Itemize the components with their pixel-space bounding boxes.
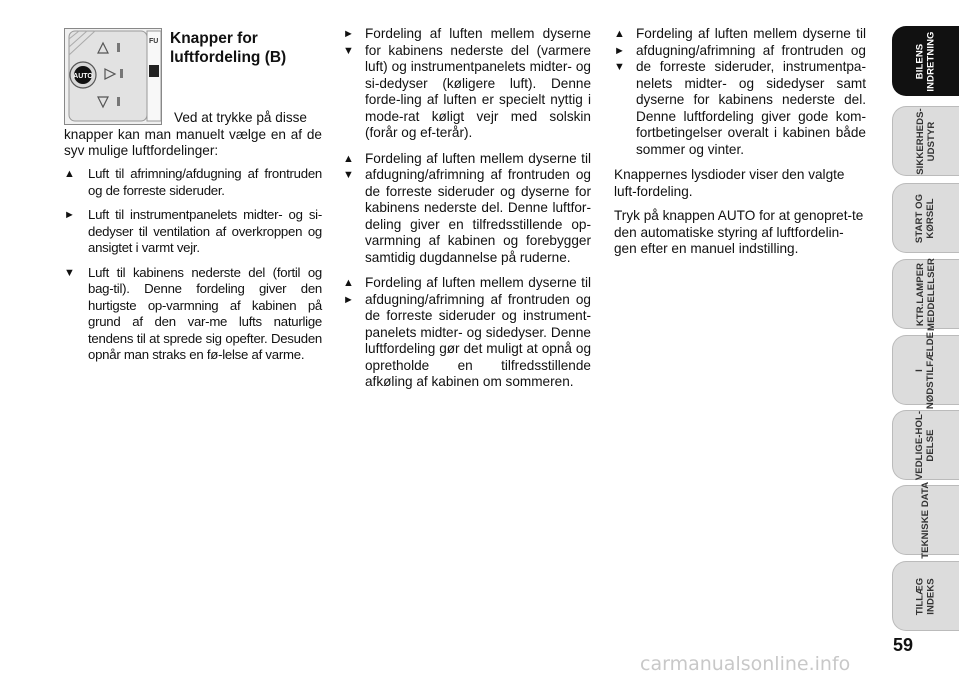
tab-nodstilfaelde[interactable] <box>892 331 959 409</box>
tab-label: TEKNISKE DATA <box>919 481 931 559</box>
tab-start-og-korsel[interactable] <box>892 183 959 253</box>
tab-label: BILENS INDRETNING <box>914 30 936 92</box>
tab-ktr-lamper[interactable] <box>892 259 959 329</box>
arrow-icons <box>343 151 365 267</box>
intro-first-line: Ved at trykke på disse <box>174 110 307 125</box>
tab-label: VEDLIGE-HOL- DELSE <box>914 410 937 480</box>
up-arrow-icon: ▲ <box>343 277 354 289</box>
tab-label: KTR.LAMPER MEDDELELSER <box>914 257 937 331</box>
list-item-text: Fordeling af luften mellem dyserne for kabinens nederste del (varmere luft) og instrumentpanelets midter- og si-dedyser (køligere luft). Denne forde-ling af luften er specielt nyttig i mode-rat køligt vejr med solskin (forår og ef-terår). <box>365 26 591 140</box>
list-item-text: Fordeling af luften mellem dyserne til afdugning/afrimning af frontruden og de forreste sideruder, instrumentpa-nelets midter- og sidedyser samt dyserne for kabinens nederste del. Denne luftfordeling giver gode kom-fortbetingelser overalt i kabinen både sommer og vinter. <box>636 26 866 157</box>
down-arrow-icon: ▼ <box>343 44 354 57</box>
list-item <box>64 207 322 257</box>
chapter-tabs <box>886 26 960 636</box>
arrow-icons <box>614 26 636 158</box>
intro-rest: knapper kan man manuelt vælge en af de syv mulige luftfordelinger: <box>64 126 322 158</box>
arrow-icons <box>343 26 365 142</box>
up-arrow-icon: ▲ <box>64 168 75 180</box>
right-arrow-icon: ► <box>64 209 75 221</box>
paragraph: Tryk på knappen AUTO for at genopret-te den automatiske styring af luftfordelin-gen efter en manuel indstilling. <box>614 208 864 256</box>
tab-tillaeg-indeks[interactable] <box>892 561 959 631</box>
arrow-icons <box>343 275 365 391</box>
list-item <box>614 26 866 158</box>
list-item-text: Fordeling af luften mellem dyserne til afdugning/afrimning af frontruden og de forreste sideruder og dyserne for kabinens nederste del. Denne luftfor-deling giver en tilfredsstillende op-varmning af kabinen og forebygger samtidig dugdannelse på ruderne. <box>365 150 591 265</box>
auto-button-label: AUTO <box>73 73 93 80</box>
tab-label: TILLÆG INDEKS <box>914 577 936 615</box>
tab-sikkerhedsudstyr[interactable] <box>892 106 959 176</box>
tab-vedligeholdelse[interactable] <box>892 410 959 480</box>
list-item <box>343 151 591 267</box>
list-item-text: Luft til instrumentpanelets midter- og si-dedyser til ventilation af overkroppen og ansigtet i varmt vejr. <box>88 207 322 255</box>
right-arrow-icon: ► <box>614 44 625 57</box>
list-item <box>64 265 322 364</box>
figure-partial-label: FU <box>149 38 159 45</box>
list-item-text: Luft til afrimning/afdugning af frontruden og de forreste sideruder. <box>88 166 322 198</box>
tab-label: START OG KØRSEL <box>914 193 936 243</box>
tab-label: I NØDSTILFÆLDE <box>914 331 937 409</box>
up-arrow-icon: ▲ <box>614 28 625 40</box>
list-item <box>64 166 322 199</box>
up-arrow-icon: ▲ <box>343 152 354 165</box>
list-item <box>343 275 591 391</box>
tab-tekniske-data[interactable] <box>892 481 959 559</box>
section-heading <box>170 29 320 67</box>
right-arrow-icon: ► <box>343 293 354 306</box>
column-3 <box>614 26 866 266</box>
paragraph: Knappernes lysdioder viser den valgte luft-fordeling. <box>614 167 845 199</box>
down-arrow-icon: ▼ <box>64 266 75 279</box>
list-item-text: Fordeling af luften mellem dyserne til afdugning/afrimning af frontruden og de forreste sideruder og instrument-panelets midter- og sidedyser. Denne luftfordeling gør det muligt at opnå og opretholde en tilfredsstillende afkøling af kabinen om sommeren. <box>365 275 591 389</box>
list-item <box>343 26 591 142</box>
column-2 <box>343 26 591 400</box>
watermark-text: carmanualsonline.info <box>640 653 851 675</box>
right-arrow-icon: ► <box>343 28 354 40</box>
intro-paragraph <box>64 110 322 160</box>
tab-label: SIKKERHEDS- UDSTYR <box>914 107 936 175</box>
page-number: 59 <box>893 635 914 655</box>
down-arrow-icon: ▼ <box>614 61 625 73</box>
down-arrow-icon: ▼ <box>343 169 354 181</box>
section-heading-text: Knapper for luftfordeling (B) <box>170 30 287 66</box>
list-item-text: Luft til kabinens nederste del (fortil og bag-til). Denne fordeling giver den hurtigste op-varmning af kabinen på grund af den var-me lufts naturlige tendens til at sprede sig opefter. Desuden opnår man straks en fø-lelse af varme. <box>88 264 322 362</box>
column-1 <box>64 166 322 372</box>
tab-bilens-indretning[interactable] <box>892 26 959 96</box>
